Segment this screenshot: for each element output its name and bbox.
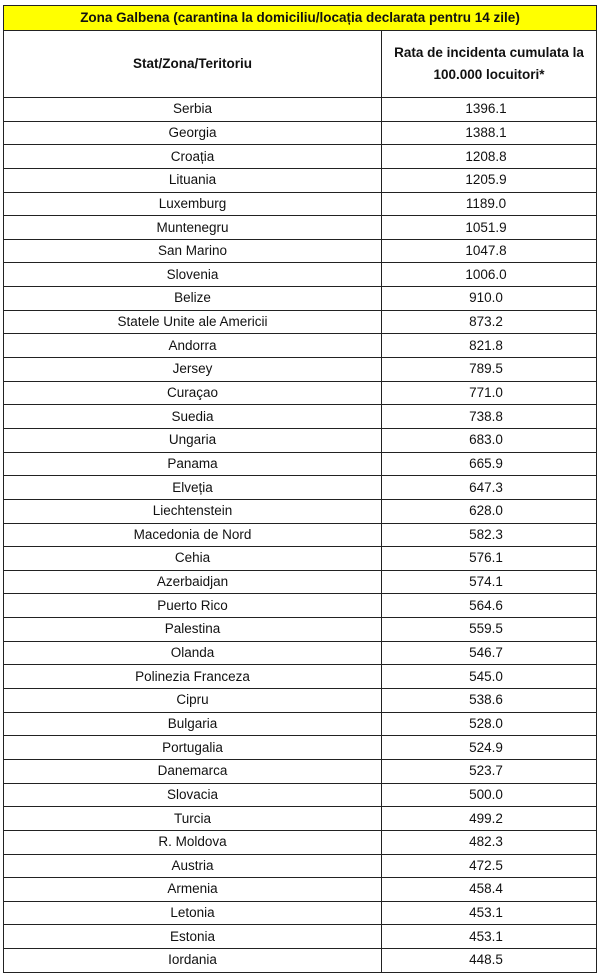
table-row — [4, 192, 597, 216]
country-cell: Cipru — [4, 689, 382, 713]
country-cell: Andorra — [4, 334, 382, 358]
country-cell: Panama — [4, 452, 382, 476]
table-row — [4, 287, 597, 311]
country-cell: Luxemburg — [4, 192, 382, 216]
rate-cell: 789.5 — [382, 358, 597, 382]
country-cell: Estonia — [4, 925, 382, 949]
table-row — [4, 405, 597, 429]
rate-cell: 1189.0 — [382, 192, 597, 216]
table-row — [4, 381, 597, 405]
country-cell: Turcia — [4, 807, 382, 831]
table-row — [4, 168, 597, 192]
table-row — [4, 98, 597, 122]
table-row — [4, 358, 597, 382]
country-cell: Azerbaidjan — [4, 570, 382, 594]
country-cell: Palestina — [4, 618, 382, 642]
table-row — [4, 901, 597, 925]
country-cell: Liechtenstein — [4, 499, 382, 523]
country-cell: Iordania — [4, 949, 382, 973]
table-row — [4, 712, 597, 736]
rate-cell: 665.9 — [382, 452, 597, 476]
table-row — [4, 428, 597, 452]
rate-cell: 1047.8 — [382, 239, 597, 263]
rate-cell: 482.3 — [382, 830, 597, 854]
table-row — [4, 830, 597, 854]
yellow-zone-table — [3, 5, 597, 973]
table-row — [4, 476, 597, 500]
table-row — [4, 145, 597, 169]
rate-cell: 1208.8 — [382, 145, 597, 169]
country-cell: Muntenegru — [4, 216, 382, 240]
rate-cell: 582.3 — [382, 523, 597, 547]
table-row — [4, 334, 597, 358]
country-cell: Statele Unite ale Americii — [4, 310, 382, 334]
rate-cell: 448.5 — [382, 949, 597, 973]
rate-cell: 528.0 — [382, 712, 597, 736]
table-row — [4, 949, 597, 973]
country-cell: Serbia — [4, 98, 382, 122]
table-row — [4, 263, 597, 287]
table-row — [4, 499, 597, 523]
table-row — [4, 310, 597, 334]
country-cell: Austria — [4, 854, 382, 878]
country-cell: Georgia — [4, 121, 382, 145]
country-cell: Portugalia — [4, 736, 382, 760]
table-row — [4, 594, 597, 618]
table-body — [4, 98, 597, 973]
rate-cell: 564.6 — [382, 594, 597, 618]
rate-cell: 500.0 — [382, 783, 597, 807]
table-row — [4, 618, 597, 642]
rate-cell: 628.0 — [382, 499, 597, 523]
table-row — [4, 547, 597, 571]
rate-cell: 873.2 — [382, 310, 597, 334]
rate-cell: 453.1 — [382, 925, 597, 949]
country-cell: San Marino — [4, 239, 382, 263]
country-cell: Belize — [4, 287, 382, 311]
country-cell: Polinezia Franceza — [4, 665, 382, 689]
rate-cell: 546.7 — [382, 641, 597, 665]
country-cell: Cehia — [4, 547, 382, 571]
table-row — [4, 239, 597, 263]
table-row — [4, 665, 597, 689]
table-row — [4, 523, 597, 547]
country-cell: Slovenia — [4, 263, 382, 287]
country-cell: Letonia — [4, 901, 382, 925]
header-rate: Rata de incidenta cumulata la 100.000 locuitori* — [382, 31, 597, 98]
rate-cell: 453.1 — [382, 901, 597, 925]
title-row — [4, 6, 597, 31]
country-cell: Olanda — [4, 641, 382, 665]
rate-cell: 499.2 — [382, 807, 597, 831]
rate-cell: 559.5 — [382, 618, 597, 642]
country-cell: Armenia — [4, 878, 382, 902]
table-title: Zona Galbena (carantina la domiciliu/locația declarata pentru 14 zile) — [4, 6, 597, 31]
rate-cell: 538.6 — [382, 689, 597, 713]
table-row — [4, 452, 597, 476]
rate-cell: 647.3 — [382, 476, 597, 500]
country-cell: Elveția — [4, 476, 382, 500]
rate-cell: 738.8 — [382, 405, 597, 429]
rate-cell: 524.9 — [382, 736, 597, 760]
country-cell: Macedonia de Nord — [4, 523, 382, 547]
country-cell: Croația — [4, 145, 382, 169]
rate-cell: 1205.9 — [382, 168, 597, 192]
table-row — [4, 689, 597, 713]
country-cell: Bulgaria — [4, 712, 382, 736]
rate-cell: 771.0 — [382, 381, 597, 405]
table-row — [4, 570, 597, 594]
country-cell: Jersey — [4, 358, 382, 382]
header-row — [4, 31, 597, 98]
country-cell: Ungaria — [4, 428, 382, 452]
rate-cell: 472.5 — [382, 854, 597, 878]
table-row — [4, 878, 597, 902]
table-row — [4, 783, 597, 807]
country-cell: R. Moldova — [4, 830, 382, 854]
rate-cell: 1006.0 — [382, 263, 597, 287]
rate-cell: 523.7 — [382, 759, 597, 783]
rate-cell: 574.1 — [382, 570, 597, 594]
table-row — [4, 807, 597, 831]
rate-cell: 1388.1 — [382, 121, 597, 145]
rate-cell: 683.0 — [382, 428, 597, 452]
table-row — [4, 854, 597, 878]
rate-cell: 910.0 — [382, 287, 597, 311]
country-cell: Curaçao — [4, 381, 382, 405]
rate-cell: 576.1 — [382, 547, 597, 571]
rate-cell: 1396.1 — [382, 98, 597, 122]
country-cell: Danemarca — [4, 759, 382, 783]
country-cell: Puerto Rico — [4, 594, 382, 618]
header-country: Stat/Zona/Teritoriu — [4, 31, 382, 98]
table-row — [4, 121, 597, 145]
rate-cell: 458.4 — [382, 878, 597, 902]
country-cell: Lituania — [4, 168, 382, 192]
rate-cell: 545.0 — [382, 665, 597, 689]
table-row — [4, 216, 597, 240]
table-row — [4, 641, 597, 665]
table-row — [4, 925, 597, 949]
rate-cell: 1051.9 — [382, 216, 597, 240]
country-cell: Slovacia — [4, 783, 382, 807]
rate-cell: 821.8 — [382, 334, 597, 358]
table-row — [4, 736, 597, 760]
table-row — [4, 759, 597, 783]
country-cell: Suedia — [4, 405, 382, 429]
